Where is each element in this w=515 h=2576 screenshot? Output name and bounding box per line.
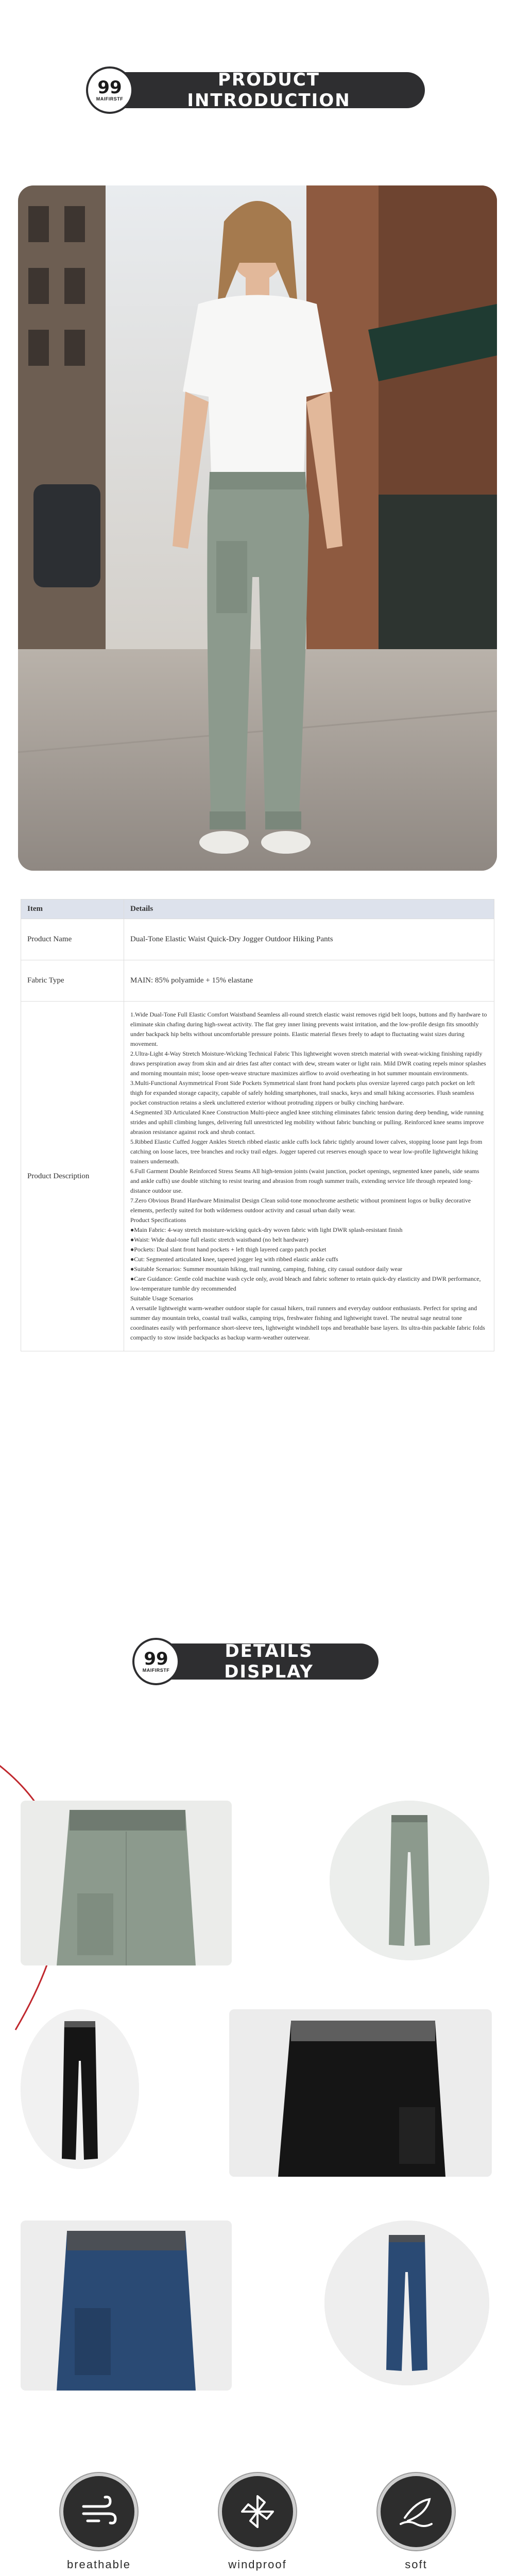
table-row: [21, 960, 494, 1002]
detail-black-waistband: [229, 2009, 492, 2177]
product-introduction-banner: [90, 70, 425, 111]
table-header-row: [21, 900, 494, 919]
logo-word: MAIFIRSTF: [96, 96, 124, 101]
fabric-type-value: MAIN: 85% polyamide + 15% elastane: [124, 960, 494, 1002]
hero-model-photo: [18, 185, 497, 871]
fabric-type-label: Fabric Type: [21, 960, 124, 1002]
feature-breathable: [47, 2473, 150, 2572]
section-title: DETAILS DISPLAY: [224, 1641, 314, 1682]
feature-soft: [365, 2473, 468, 2572]
brand-logo: [132, 1638, 180, 1685]
product-name-label: Product Name: [21, 919, 124, 960]
detail-navy-full-pants: [324, 2221, 489, 2385]
section-title: PRODUCT INTRODUCTION: [187, 70, 351, 111]
logo-word: MAIFIRSTF: [142, 1668, 170, 1673]
details-display-banner: [136, 1643, 379, 1680]
product-description-value: 1.Wide Dual-Tone Full Elastic Comfort Waistband Seamless all-round stretch elastic waist removes rigid belt loops, buttons and fly hardware to eliminate skin chafing during high-sweat activity. The flat grey inner lining prevents waist irritation, and the low-profile design fits smoothly under backpack hip belts without uncomfortable pressure points. Elastic material flexes freely to adapt to fluctuating waist sizes during movement. 2.Ultra-Light 4-Way Stretch Moisture-Wicking Technical Fabric This lightweight woven stretch material with sweat-wicking finishing rapidly draws perspiration away from skin and air dries fast after contact with dew, stream water or light rain. Mild DWR coating repels minor splashes and morning mountain mist; loose open-weave structure maximizes airflow to avoid overheating in hot summer mountain environments. 3.Multi-Functional Asymmetrical Front Side Pockets Symmetrical slant front hand pockets plus oversize layered cargo patch pocket on left thigh for expanded storage capacity, capable of safely holding smartphones, trail snacks, keys and small hiking accessories. Flush seamless pocket construction retains a sleek uncluttered exterior without protruding zippers or bulky cinching hardware. 4.Segmented 3D Articulated Knee Construction Multi-piece angled knee stitching eliminates fabric tension during deep bending, wide running strides and uphill climbing lunges, delivering full unrestricted leg mobility without fabric bunching or pulling. Reinforced knee seams improve abrasion resistance against rock and shrub contact. 5.Ribbed Elastic Cuffed Jogger Ankles Stretch ribbed elastic ankle cuffs lock fabric tightly around lower calves, stopping loose pant legs from catching on loose laces, tree branches and rocky trail edges. Jogger tapered cut reserves enough space to wear low-profile lightweight hiking trainers underneath. 6.Full Garment Double Reinforced Stress Seams All high-tension joints (waist junction, pocket openings, segmented knee panels, side seams and ankle cuffs) use double stitching to resist tearing and abrasion from rough summer trails, extending service life through repeated long-distance outdoor use. 7.Zero Obvious Brand Hardware Minimalist Design Clean solid-tone monochrome aesthetic without prominent logos or bulky decorative elements, perfectly suited for both wilderness outdoor activity and casual urban daily wear. Product Specifications ●Main Fabric: 4-way stretch moisture-wicking quick-dry woven fabric with light DWR splash-resistant finish ●Waist: Wide dual-tone full elastic stretch waistband (no belt hardware) ●Pockets: Dual slant front hand pockets + left thigh layered cargo patch pocket ●Cut: Segmented articulated knee, tapered jogger leg with ribbed elastic ankle cuffs ●Suitable Scenarios: Summer mountain hiking, trail running, camping, fishing, city casual outdoor daily wear ●Care Guidance: Gentle cold machine wash cycle only, avoid bleach and fabric softener to retain quick-dry elasticity and DWR performance, low-temperature tumble dry recommended Suitable Usage Scenarios A versatile lightweight warm-weather outdoor staple for casual hikers, trail runners and everyday outdoor enthusiasts. Perfect for spring and summer day mountain treks, coastal trail walks, camping trips, freshwater fishing and lightweight travel. The neutral sage neutral tone coordinates easily with performance short-sleeve tees, lightweight windshell tops and breathable base layers. Its ultra-thin packable fabric folds compactly to stow inside backpacks as backup warm-weather outerwear.: [124, 1002, 494, 1351]
detail-sage-full-pants: [330, 1801, 489, 1960]
feather-waves-icon: [377, 2473, 455, 2550]
feature-label: breathable: [67, 2558, 131, 2571]
brand-logo: [86, 66, 133, 114]
logo-number: 99: [144, 1649, 168, 1669]
detail-sage-waistband: [21, 1801, 232, 1965]
spec-table: [21, 899, 494, 1351]
table-row: [21, 1002, 494, 1351]
feature-label: windproof: [228, 2558, 287, 2571]
detail-black-full-pants: [21, 2009, 139, 2169]
table-row: [21, 919, 494, 960]
feature-windproof: [206, 2473, 309, 2572]
wind-lines-icon: [60, 2473, 138, 2550]
product-name-value: Dual-Tone Elastic Waist Quick-Dry Jogger Outdoor Hiking Pants: [124, 919, 494, 960]
feature-label: soft: [405, 2558, 427, 2571]
detail-navy-waistband: [21, 2221, 232, 2391]
logo-number: 99: [97, 77, 122, 98]
windmill-icon: [219, 2473, 296, 2550]
product-description-label: Product Description: [21, 1002, 124, 1351]
header-item: Item: [21, 900, 124, 919]
header-details: Details: [124, 900, 494, 919]
